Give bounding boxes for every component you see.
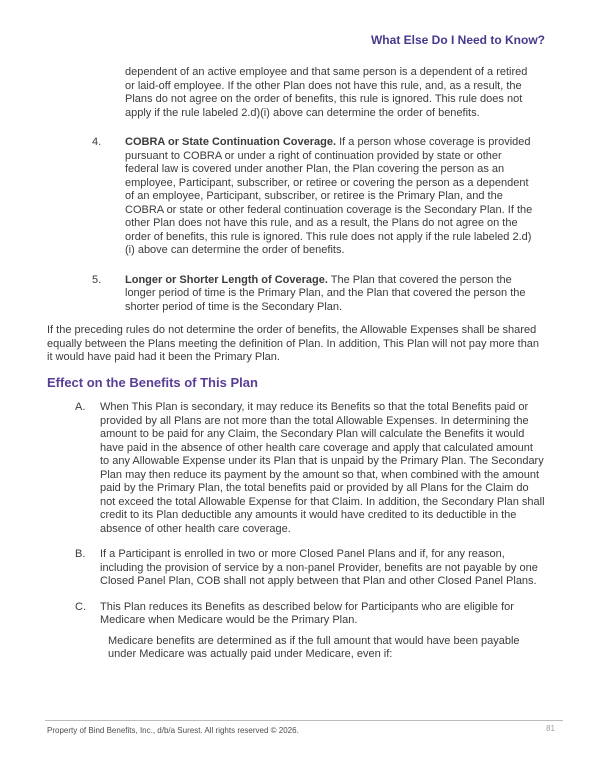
footer-copyright: Property of Bind Benefits, Inc., d/b/a Surest. All rights reserved © 2026. <box>47 726 299 735</box>
numbered-item-5-body: The Plan that covered the person the longer period of time is the Primary Plan, and the Plan that covered the person the shorter period of time is the Secondary Plan. <box>125 273 526 313</box>
numbered-item-4-lead: COBRA or State Continuation Coverage. <box>125 136 337 148</box>
numbered-item-5-text <box>125 274 535 315</box>
lettered-item-a <box>47 401 545 536</box>
lettered-item-b <box>47 548 545 589</box>
footer-page-number: 81 <box>546 724 555 733</box>
numbered-item-4 <box>47 136 545 258</box>
numbered-item-5-lead: Longer or Shorter Length of Coverage. <box>125 273 328 286</box>
document-body <box>47 66 545 662</box>
numbered-item-5-number: 5. <box>92 273 102 286</box>
lettered-item-b-letter: B. <box>75 548 86 560</box>
continuation-paragraph: dependent of an active employee and that same person is a dependent of a retired or laid-off employee. If the other Plan does not have this rule, and, as a result, the Plans do not agree on the order of benefits, this rule is ignored. This rule does not apply if the rule labeled 2.d)(i) above can determine the order of benefits. <box>125 66 528 119</box>
lettered-item-c <box>47 601 545 628</box>
lettered-item-c-text: This Plan reduces its Benefits as described below for Participants who are eligible for Medicare when Medicare would be the Primary Plan. <box>100 600 514 626</box>
numbered-item-4-text <box>125 136 535 258</box>
lettered-item-a-letter: A. <box>75 401 86 413</box>
page-header-title: What Else Do I Need to Know? <box>370 33 545 47</box>
footer-divider <box>45 720 563 721</box>
medicare-paragraph: Medicare benefits are determined as if the full amount that would have been payable under Medicare was actually paid under Medicare, even if: <box>108 634 520 660</box>
numbered-item-4-body: If a person whose coverage is provided pursuant to COBRA or under a right of continuation provided by state or other federal law is covered under another Plan, the Plan covering the person as an employee, Participant, subscriber, or retiree or covering the person as a dependent of an employee, Participant, subscriber, or retiree is the Primary Plan, and the COBRA or state or other federal continuation coverage is the Secondary Plan. If the other Plan does not have this rule, and as a result, the Plans do not agree on the order of benefits, this rule is ignored. This rule does not apply if the rule labeled 2.d)(i) above can determine the order of benefits. <box>125 136 533 256</box>
closing-paragraph: If the preceding rules do not determine the order of benefits, the Allowable Expenses shall be shared equally between the Plans meeting the definition of Plan. In addition, This Plan will not pay more than it would have paid had it been the Primary Plan. <box>47 324 540 363</box>
lettered-item-c-letter: C. <box>75 600 86 613</box>
numbered-item-5 <box>47 274 545 315</box>
section-heading: Effect on the Benefits of This Plan <box>47 374 258 390</box>
lettered-item-a-text: When This Plan is secondary, it may reduce its Benefits so that the total Benefits paid or provided by all Plans are not more than the total Allowable Expenses. In determining the amount to be paid for any Claim, the Secondary Plan will calculate the Benefits it would have paid in the absence of other health care coverage and apply that calculated amount to any Allowable Expense under its Plan that is unpaid by the Primary Plan. The Secondary Plan may then reduce its payment by the amount so that, when combined with the amount paid by the Primary Plan, the total benefits paid or provided by all Plans for the Claim do not exceed the total Allowable Expense for that Claim. In addition, the Secondary Plan shall credit to its Plan deductible any amounts it would have credited to its deductible in the absence of other health care coverage. <box>100 401 545 535</box>
numbered-item-4-number: 4. <box>92 136 102 148</box>
lettered-item-b-text: If a Participant is enrolled in two or more Closed Panel Plans and if, for any reason, including the provision of service by a non-panel Provider, benefits are not payable by one Closed Panel Plan, COB shall not apply between that Plan and other Closed Panel Plans. <box>100 548 538 587</box>
